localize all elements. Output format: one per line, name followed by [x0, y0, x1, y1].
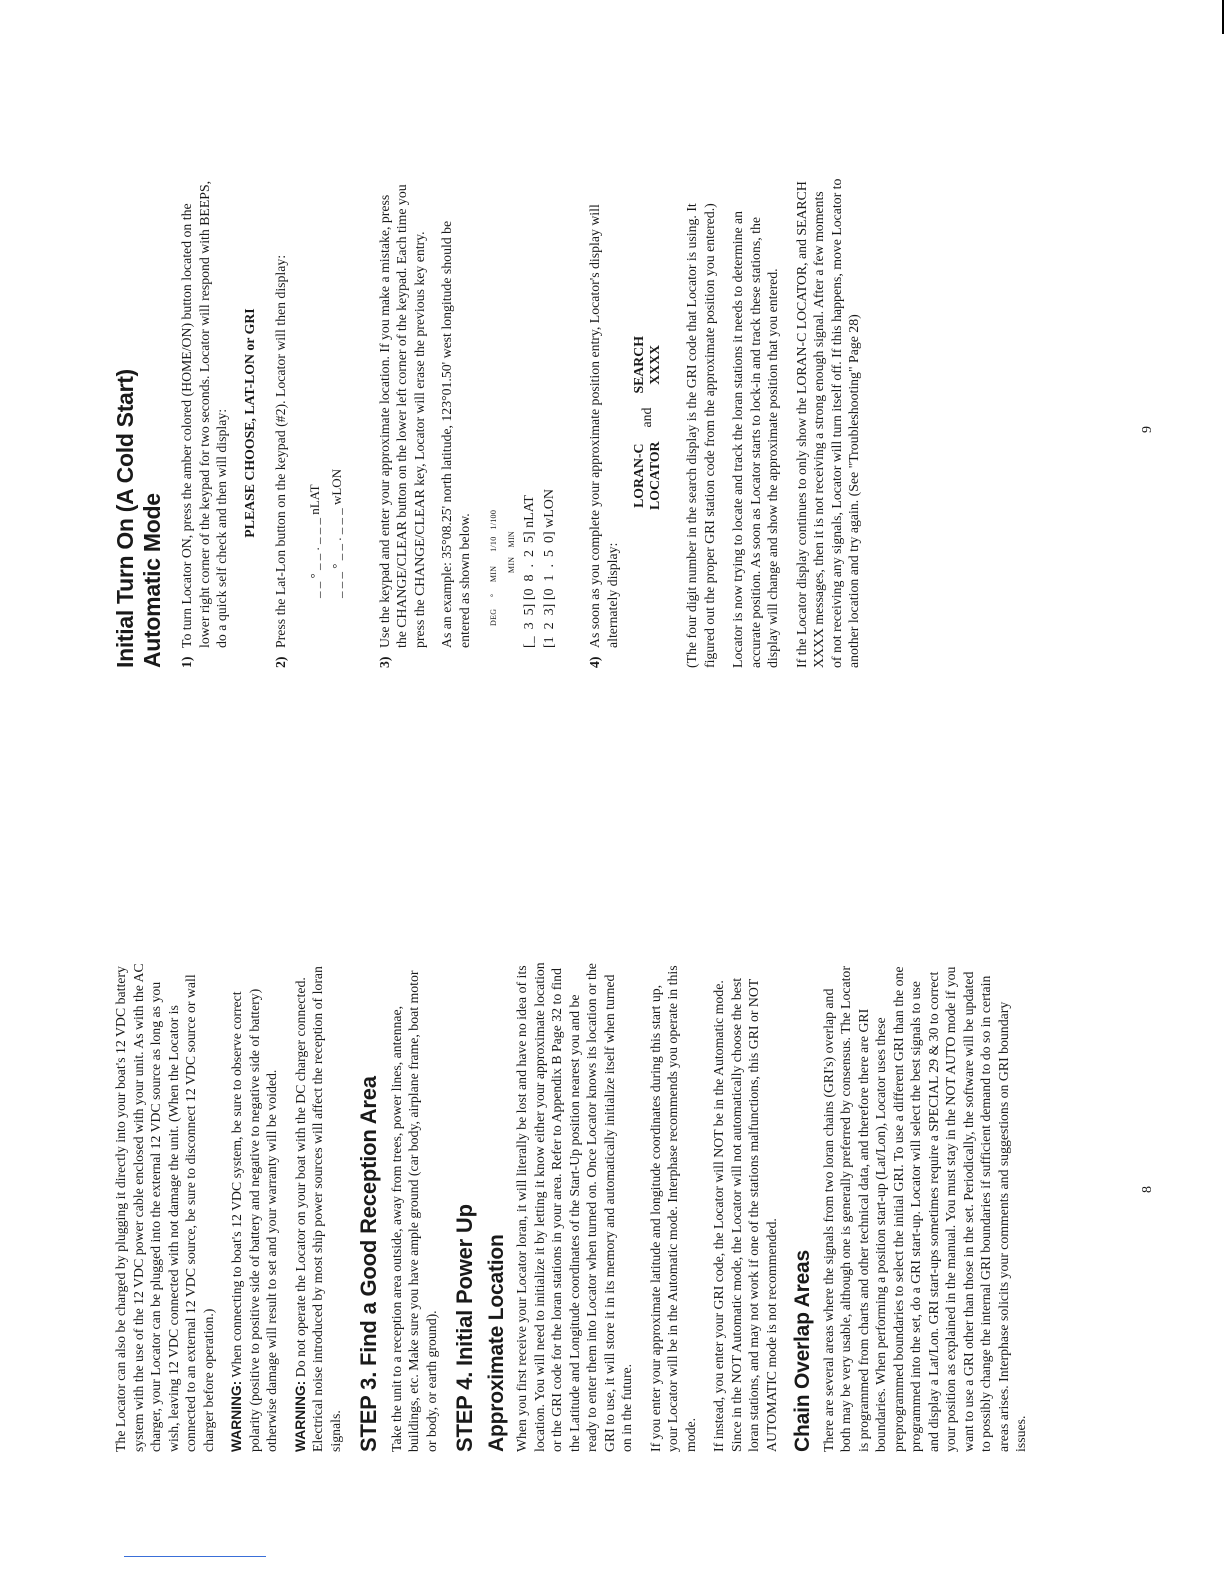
step-number: 3) — [376, 656, 392, 668]
search-paragraph: If the Locator display continues to only show the LORAN-C LOCATOR, and SEARCH XXXX messages, then it is not receiving a strong enough signal. After a few moments of not receiving any signals, Locator will turn itself off. If this happens, move Locator to another location and try again. (See "Troubleshooting" Page 28) — [793, 178, 861, 668]
page-9-column — [112, 178, 874, 668]
step-text: To turn Locator ON, press the amber colored (HOME/ON) button located on the lower right corner of the keypad for two seconds. Locator will respond with BEEPS, do a quick self check and then will display: — [179, 180, 229, 648]
blank-coordinate-display — [304, 178, 348, 598]
example-text: As an example: 35°08.25' north latitude, 123°01.50' west longitude should be entered as shown below. — [439, 220, 472, 648]
warning-polarity — [228, 962, 281, 1452]
warning-text: When connecting to boat's 12 VDC system, be sure to observe correct polarity (positive to positive side of battery and negative to negative side of battery) otherwise damage will result to set and your warranty will be voided. — [229, 988, 279, 1452]
step-number: 4) — [587, 656, 602, 668]
approx-paragraph-2: If you enter your approximate latitude and longitude coordinates during this start up, your Locator will be in the Automatic mode. Interphase recommends you operate in this mode. — [647, 965, 698, 1452]
scan-blue-line — [124, 1556, 266, 1557]
chain-overlap-text: There are several areas where the signals from two loran chains (GRI's) overlap and both may be very usable, although one is generally preferred by consensus. The Locator is programmed from charts and other technical data, and therefore there are GRI boundaries. When performing a position start-up (Lat/Lon), Locator uses these preprogrammed boundaries to select the initial GRI. To use a different GRI than the one programmed into the set, do a GRI start-up. Locator will select the best signals to use and display a Lat/Lon. GRI start-ups sometimes require a SPECIAL 29 & 30 to correct your position as explained in the manual. You must stay in the NOT AUTO mode if you want to use a GRI other than those in the set. Periodically, the software will be updated to possibly change the internal GRI boundaries if sufficient demand to do so in certain areas arises. Interphase solicits your comments and suggestions on GRI boundary issues. — [820, 966, 1028, 1452]
warning-dc-charger — [292, 962, 345, 1452]
example-column-header-2: MIN MIN — [506, 530, 516, 626]
warning-text: Do not operate the Locator on your boat with the DC charger connected. Electrical noise introduced by most ship power sources will affect the reception of loran signals. — [292, 966, 343, 1452]
search-display — [631, 336, 663, 394]
loran-locator-display — [631, 441, 663, 510]
step-text: Press the Lat-Lon button on the keypad (#2). Locator will then display: — [273, 254, 288, 648]
page-8-column — [112, 962, 1041, 1452]
step4-heading: STEP 4. Initial Power Up — [452, 1204, 477, 1452]
page-subtitle: Automatic Mode — [139, 493, 165, 668]
intro-paragraph: The Locator can also be charged by plugging it directly into your boat's 12 VDC battery system with the use of the 12 VDC power cable enclosed with your unit. As with the AC charger, your Locator can be plugged into the external 12 VDC source as long as you wish, leaving 12 VDC connected with not damage the unit. (When the Locator is connected to an external 12 VDC source, be sure to disconnect 12 VDC source or wall charger before operation.) — [113, 963, 216, 1452]
step-text: Use the keypad and enter your approximate location. If you make a mistake, press the CHANGE/CLEAR button on the lower left corner of the keypad. Each time you press the CHANGE/CLEAR key, Locator will erase the previous key entry. — [376, 184, 427, 648]
warning-label: WARNING: — [229, 1380, 244, 1452]
example-column-header: DEG ° MIN 1/10 1/100 — [489, 509, 498, 626]
step-text: As soon as you complete your approximate position entry, Locator's display will alternately display: — [587, 204, 620, 648]
gri-explanation: (The four digit number in the search display is the GRI code that Locator is using. It figured out the proper GRI station code from the approximate position you entered.) — [684, 203, 717, 668]
page-title: Initial Turn On (A Cold Start) — [112, 369, 138, 668]
blank-lat-line: _ _ ° _ _ . _ _ _ nLAT — [306, 484, 322, 598]
tracking-paragraph: Locator is now trying to locate and track the loran stations it needs to determine an accurate position. As soon as Locator starts to lock-in and track these stations, the display will change and show the approximate position that you entered. — [730, 210, 780, 668]
display-line: LORAN-C — [631, 443, 646, 508]
warning-label: WARNING: — [292, 1380, 308, 1452]
display-line: SEARCH — [631, 336, 646, 394]
example-lon-row: [1 2 3] [0 1 . 5 0] wLON — [542, 488, 557, 648]
step-number: 2) — [273, 656, 288, 668]
example-lat-row: [_ 3 5] [0 8 . 2 5] nLAT — [522, 495, 537, 648]
approx-paragraph-1: When you first receive your Locator loran, it will literally be lost and have no idea of its location. You will need to initialize it by letting it know either your approximate location or the GRI code for the loran stations in your area. Refer to Appendix B Page 32 to find the Latitude and Longitude coordinates of the Start-Up position nearest you and be ready to enter them into Locator when turned on. Once Locator knows its location or the GRI to use, it will store it in its memory and automatically initialize itself when turned on in the future. — [514, 962, 634, 1452]
blank-lon-line: _ _ _ ° _ _ . _ _ _ wLON — [328, 468, 344, 598]
step-number: 1) — [179, 656, 194, 668]
example-entry — [485, 178, 560, 648]
and-word: and — [639, 407, 654, 428]
step3-text: Take the unit to a reception area outside, away from trees, power lines, antennae, buildings, etc. Make sure you have ample ground (car body, airplane frame, boat motor or body, or earth ground). — [388, 970, 439, 1452]
chain-overlap-heading: Chain Overlap Areas — [791, 1249, 814, 1452]
instruction-step-4 — [586, 178, 621, 668]
display-please-choose: PLEASE CHOOSE, LAT-LON or GRI — [241, 308, 257, 538]
alternate-display — [631, 178, 663, 668]
page-number-8: 8 — [1140, 1186, 1155, 1193]
display-line: LOCATOR — [647, 441, 662, 510]
display-line: XXXX — [647, 344, 662, 385]
page-8 — [0, 792, 1224, 1584]
approx-location-heading: Approximate Location — [484, 1234, 508, 1452]
instruction-step-3 — [376, 178, 429, 668]
step3-heading: STEP 3. Find a Good Reception Area — [356, 1076, 381, 1452]
instruction-step-2 — [272, 178, 290, 668]
approx-paragraph-3: If instead, you enter your GRI code, the Locator will NOT be in the Automatic mode. Since in the NOT Automatic mode, the Locator will not automatically choose the best loran stations, and may not work if one of the stations malfunctions, this GRI or NOT AUTOMATIC mode is not recommended. — [711, 977, 779, 1452]
instruction-step-1 — [178, 178, 231, 668]
page-number-9: 9 — [1140, 426, 1155, 433]
